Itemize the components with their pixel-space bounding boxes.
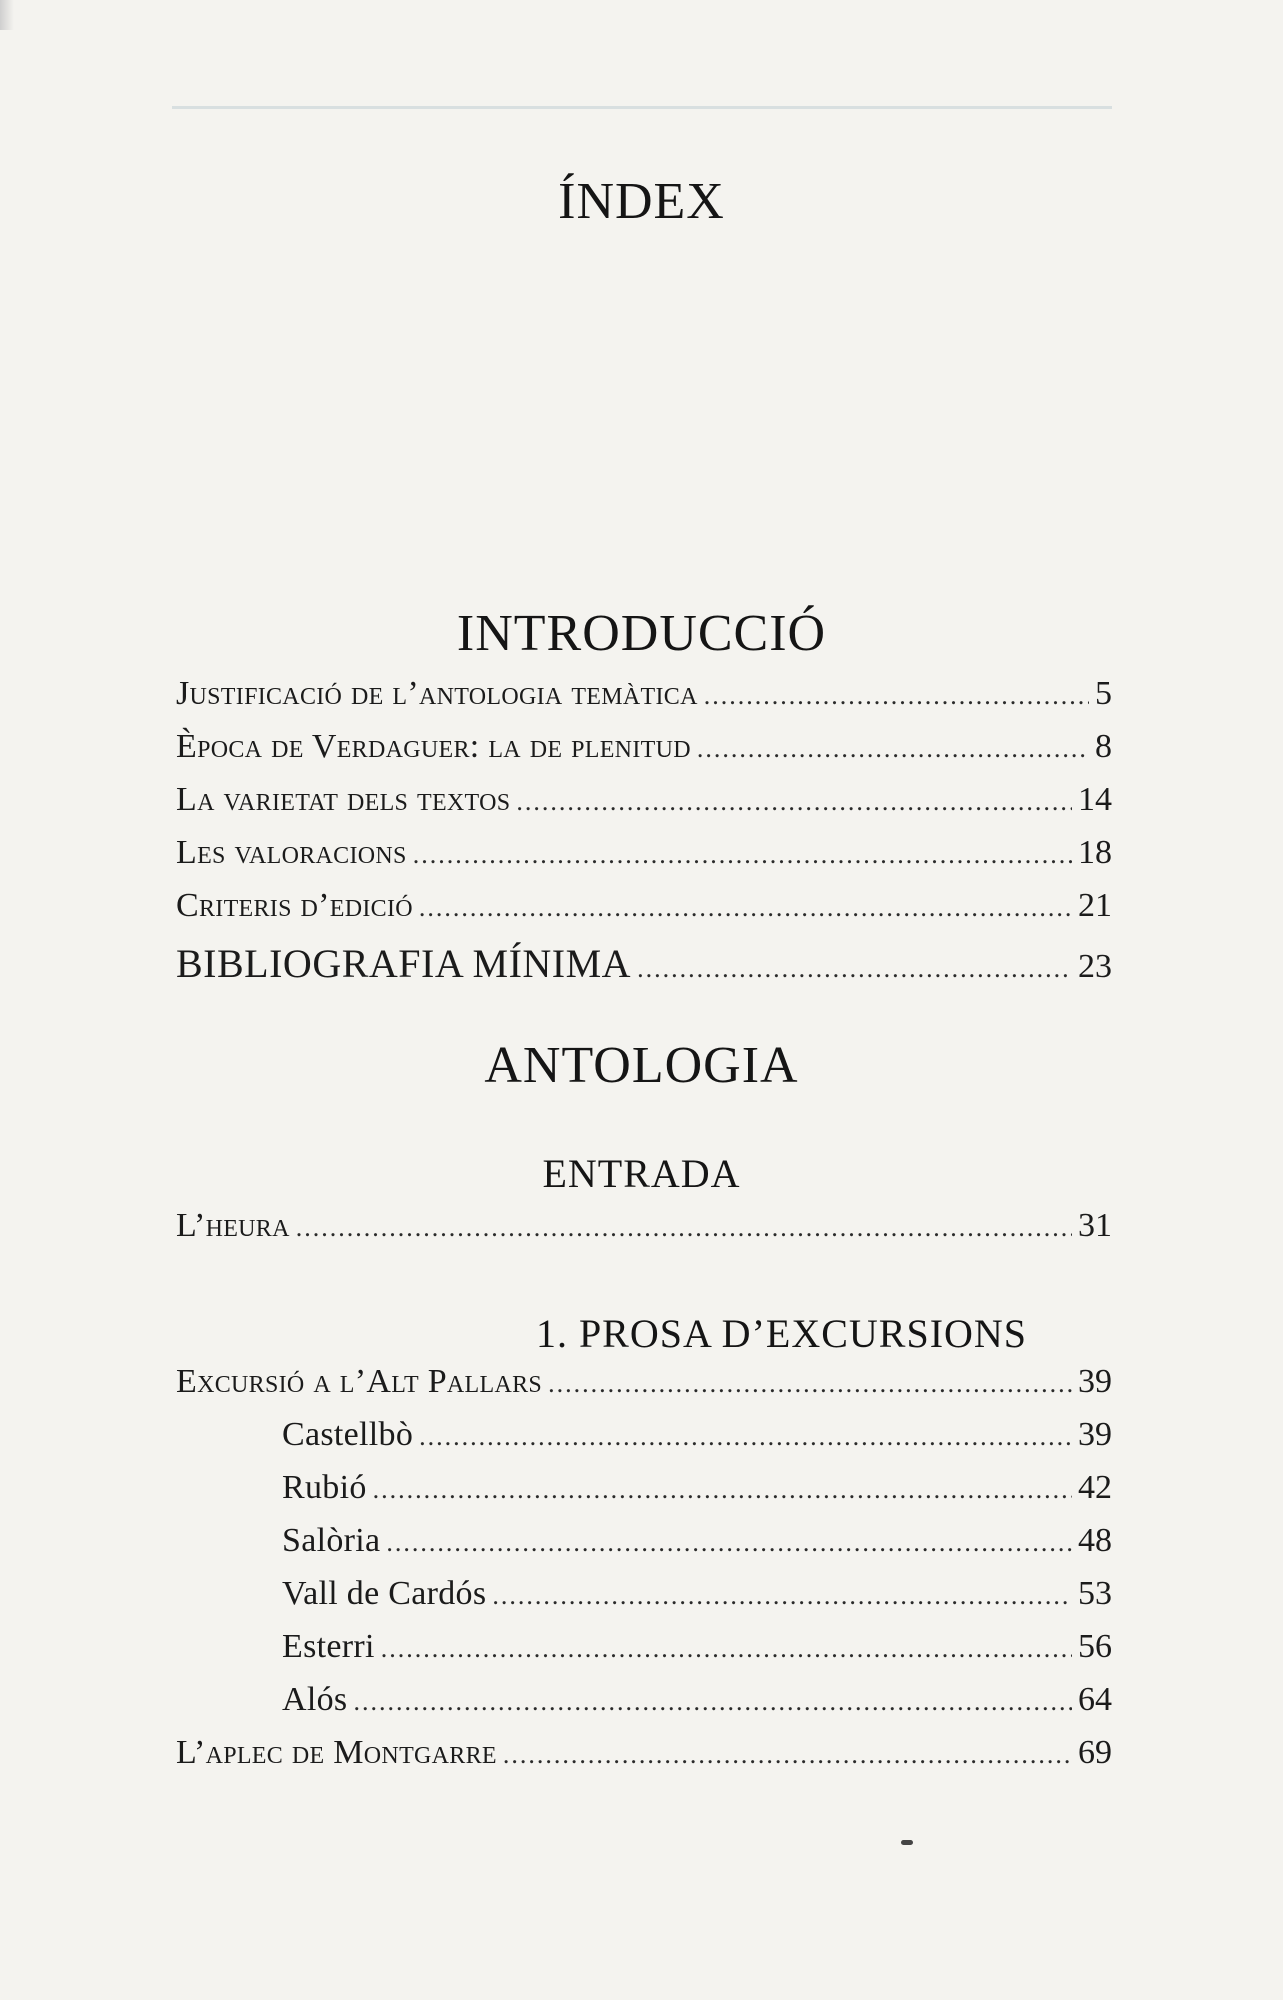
dot-leader: [381, 1634, 1072, 1664]
toc-entry-saloria[interactable]: [176, 1522, 1112, 1575]
entrada-heading: ENTRADA: [542, 1151, 741, 1196]
toc-entry-label: Criteris d’edició: [176, 887, 413, 924]
scan-edge-mark: [0, 0, 14, 30]
ghost-header-rule: [172, 98, 1112, 109]
toc-entry-label: BIBLIOGRAFIA MÍNIMA: [176, 941, 632, 986]
toc-entry-label: Castellbò: [282, 1416, 414, 1453]
toc-entry-label: Època de Verdaguer: la de plenitud: [176, 728, 691, 765]
toc-entry-label: Les valoracions: [176, 834, 407, 871]
toc-page-number: 23: [1078, 948, 1112, 985]
dot-leader: [503, 1740, 1072, 1770]
toc-entry-alos[interactable]: [176, 1681, 1112, 1734]
dot-leader: [386, 1528, 1072, 1558]
dot-leader: [296, 1213, 1072, 1243]
toc-entry-criteris[interactable]: [176, 887, 1112, 940]
toc-entry-justificacio[interactable]: [176, 675, 1112, 728]
toc-entry-label: Salòria: [282, 1522, 381, 1559]
toc-page-number: 14: [1078, 781, 1112, 818]
toc-page-number: 31: [1078, 1207, 1112, 1244]
toc-entry-label: La varietat dels textos: [176, 781, 511, 818]
dot-leader: [516, 787, 1072, 817]
toc-entry-aplec-montgarre[interactable]: [176, 1734, 1112, 1787]
introduccio-heading: INTRODUCCIÓ: [456, 605, 827, 662]
toc-page-number: 8: [1095, 728, 1112, 765]
toc-entry-varietat[interactable]: [176, 781, 1112, 834]
prosa-toc: [176, 1363, 1112, 1787]
dot-leader: [548, 1369, 1072, 1399]
toc-entry-label: Rubió: [282, 1469, 367, 1506]
toc-entry-label: Alós: [282, 1681, 348, 1718]
toc-entry-label: Justificació de l’antologia temàtica: [176, 675, 698, 712]
toc-page-number: 5: [1095, 675, 1112, 712]
dot-leader: [704, 681, 1089, 711]
toc-entry-valoracions[interactable]: [176, 834, 1112, 887]
toc-entry-excursio-alt-pallars[interactable]: [176, 1363, 1112, 1416]
toc-entry-epoca[interactable]: [176, 728, 1112, 781]
toc-page-number: 56: [1078, 1628, 1112, 1665]
toc-page-number: 39: [1078, 1416, 1112, 1453]
dot-leader: [413, 840, 1072, 870]
bleed-through-reverse-page: [172, 98, 1112, 109]
toc-entry-label: Excursió a l’Alt Pallars: [176, 1363, 543, 1400]
dot-leader: [419, 893, 1072, 923]
toc-page-number: 64: [1078, 1681, 1112, 1718]
toc-page-number: 21: [1078, 887, 1112, 924]
dot-leader: [637, 954, 1072, 984]
introduccio-toc: [176, 675, 1112, 993]
index-title: ÍNDEX: [558, 173, 725, 230]
toc-entry-esterri[interactable]: [176, 1628, 1112, 1681]
prosa-excursions-heading: 1. PROSA D’EXCURSIONS: [535, 1311, 1028, 1356]
antologia-heading: ANTOLOGIA: [484, 1037, 799, 1094]
toc-page-number: 18: [1078, 834, 1112, 871]
toc-entry-heura[interactable]: [176, 1207, 1112, 1260]
dot-leader: [697, 734, 1089, 764]
toc-page-number: 42: [1078, 1469, 1112, 1506]
toc-entry-vall-de-cardos[interactable]: [176, 1575, 1112, 1628]
toc-entry-label: Esterri: [282, 1628, 375, 1665]
dot-leader: [353, 1687, 1072, 1717]
dot-leader: [492, 1581, 1072, 1611]
toc-entry-label: L’heura: [176, 1207, 290, 1244]
toc-entry-label: Vall de Cardós: [282, 1575, 487, 1612]
toc-entry-label: L’aplec de Montgarre: [176, 1734, 497, 1771]
dot-leader: [419, 1422, 1072, 1452]
ink-speck: [901, 1840, 913, 1845]
toc-page-number: 39: [1078, 1363, 1112, 1400]
toc-page-number: 48: [1078, 1522, 1112, 1559]
toc-page-number: 69: [1078, 1734, 1112, 1771]
entrada-toc: [176, 1207, 1112, 1260]
toc-entry-castellbo[interactable]: [176, 1416, 1112, 1469]
toc-entry-bibliografia[interactable]: [176, 940, 1112, 993]
toc-entry-rubio[interactable]: [176, 1469, 1112, 1522]
toc-page-number: 53: [1078, 1575, 1112, 1612]
dot-leader: [373, 1475, 1072, 1505]
